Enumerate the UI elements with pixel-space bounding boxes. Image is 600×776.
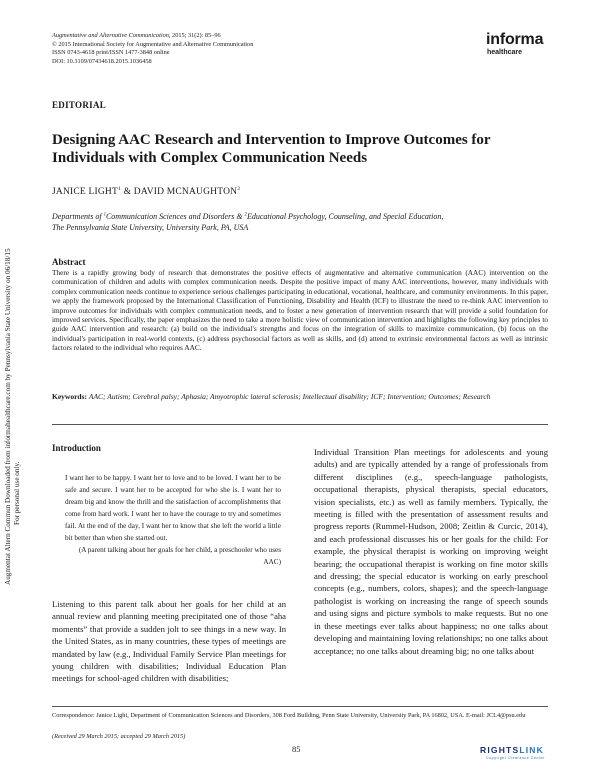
publisher-logo [486,32,543,57]
body-column-right: Individual Transition Plan meetings for adolescents and young adults) and are typically attended by a range of professionals from different disciplines (e.g., speech-language pathologists, occupational therapists, physical therapists, special educators, vision specialists, etc.) as well as family members. Typically, the meeting is filled with the presentation of assessment results and progress reports (Rummel-Hudson, 2008; Zeitlin & Curcic, 2014), and each professional discusses his or her goals for the child: For example, the physical therapist is working on improving weight bearing; the occupational therapist is working on fine motor skills and dressing; the special educator is working on early preschool concepts (e.g., numbers, colors, shapes); and the speech-language pathologist is working on increasing the range of speech sounds and using signs and picture symbols to make requests. But no one in these meetings ever talks about happiness; no one talks about developing and maintaining loving relationships; no one talks about acceptance; no one talks about dreaming big; no one talks about [314,447,548,656]
rightslink-sub: Copyright Clearance Center [486,756,545,760]
keywords-label: Keywords: [52,392,87,401]
copyright-line: © 2015 International Society for Augmentative and Alternative Communication [52,40,254,48]
download-watermark [0,125,22,585]
quote-text: I want her to be happy. I want her to love and to be loved. I want her to be safe and secure. I want her to be accepted for who she is. I want her to dream big and know the thrill and the satisfaction of accomplishments that come from hard work. I want her to have the courage to try and sometimes fail. At the end of the day, I want her to know that she left the world a little bit better than when she started out. [65,474,281,542]
keywords [52,392,548,403]
author-2-sup: 2 [237,185,241,192]
intro-heading: Introduction [52,443,101,453]
doi-line: DOI: 10.3109/07434618.2015.1036458 [52,57,152,65]
divider [52,424,548,425]
rightslink-logo[interactable] [480,745,545,760]
author-1: JANICE LIGHT [52,187,118,197]
journal-volume: , 2015; 31(2): 85–96 [168,32,221,39]
issn-line: ISSN 0743-4618 print/ISSN 1477-3848 online [52,49,170,57]
received-dates: (Received 29 March 2015; accepted 29 March 2015) [52,733,186,740]
author-1-sup: 1 [118,185,122,192]
rightslink-part1: RIGHTS [480,745,520,755]
paper-title: Designing AAC Research and Intervention to Improve Outcomes for Individuals with Complex Communication Needs [52,132,491,166]
affiliation-dept-1: Communication Sciences and Disorders & [105,212,245,221]
abstract-heading: Abstract [52,257,86,267]
download-note: Augmentat Altern Commun Downloaded from informahealthcare.com by Pennsylvania State University on 06/18/15 [4,248,12,585]
affiliation-sup-1: 1 [103,212,106,218]
page-number: 85 [292,744,301,754]
epigraph-quote [65,472,281,568]
affiliation [52,211,562,233]
abstract-text: There is a rapidly growing body of research that demonstrates the positive effects of augmentative and alternative communication (AAC) intervention on the communication of children and adults with complex communication needs. Despite the positive impact of many AAC interventions, however, many individuals with complex communication needs continue to experience serious challenges participating in educational, vocational, healthcare, and community environments. In this paper, we apply the framework proposed by the International Classification of Functioning, Disability and Health (ICF) to illustrate the need to re-think AAC intervention to improve outcomes for individuals with complex communication needs, and to foster a new generation of intervention research that will provide a solid foundation for improved services. Specifically, the paper emphasizes the need to take a more holistic view of communication intervention and highlights the following key principles to guide AAC intervention and research: (a) build on the individual's strengths and focus on the integration of skills to maximize communication, (b) focus on the individual's participation in real-world contexts, (c) address psychosocial factors as well as skills, and (d) attend to extrinsic environmental factors as well as intrinsic factors related to the individual who requires AAC. [52,268,548,353]
footnote-divider [52,706,548,707]
logo-word: informa [486,31,544,48]
affiliation-line-1 [52,211,562,222]
author-separator: & [121,187,134,197]
rightslink-part2: LINK [519,745,544,755]
rightslink-word [480,745,545,755]
affiliation-prefix: Departments of [52,212,104,221]
journal-name: Augmentative and Alternative Communication [52,32,169,39]
journal-citation [52,32,253,41]
keywords-list: AAC; Autism; Cerebral palsy; Aphasia; Amyotrophic lateral sclerosis; Intellectual disability; ICF; Intervention; Outcomes; Research [88,392,491,401]
affiliation-line-2: The Pennsylvania State University, University Park, PA, USA [52,223,249,232]
author-2: DAVID MCNAUGHTON [133,187,238,197]
affiliation-sup-2: 2 [244,212,247,218]
correspondence: Correspondence: Janice Light, Department of Communication Sciences and Disorders, 308 Ford Building, Penn State University, University Park, PA 16802, USA. E-mail: JCL4@psu.edu [52,712,526,719]
section-label: EDITORIAL [52,100,107,110]
author-list [52,187,240,197]
personal-use-note: For personal use only. [13,461,21,525]
quote-attribution: (A parent talking about her goals for her child, a preschooler who uses AAC) [78,546,281,566]
affiliation-dept-2: Educational Psychology, Counseling, and Special Education, [246,212,444,221]
body-column-left: Listening to this parent talk about her goals for her child at an annual review and planning meeting precipitated one of those “aha moments” that provide a sudden jolt to see things in a new way. In the United States, as in many countries, these types of meetings are mandated by law (e.g., Individual Family Service Plan meetings for young children with disabilities; Individual Education Plan meetings for school-aged children with disabilities; [52,599,286,684]
logo-sub: healthcare [487,49,523,56]
citation-header [52,32,253,66]
